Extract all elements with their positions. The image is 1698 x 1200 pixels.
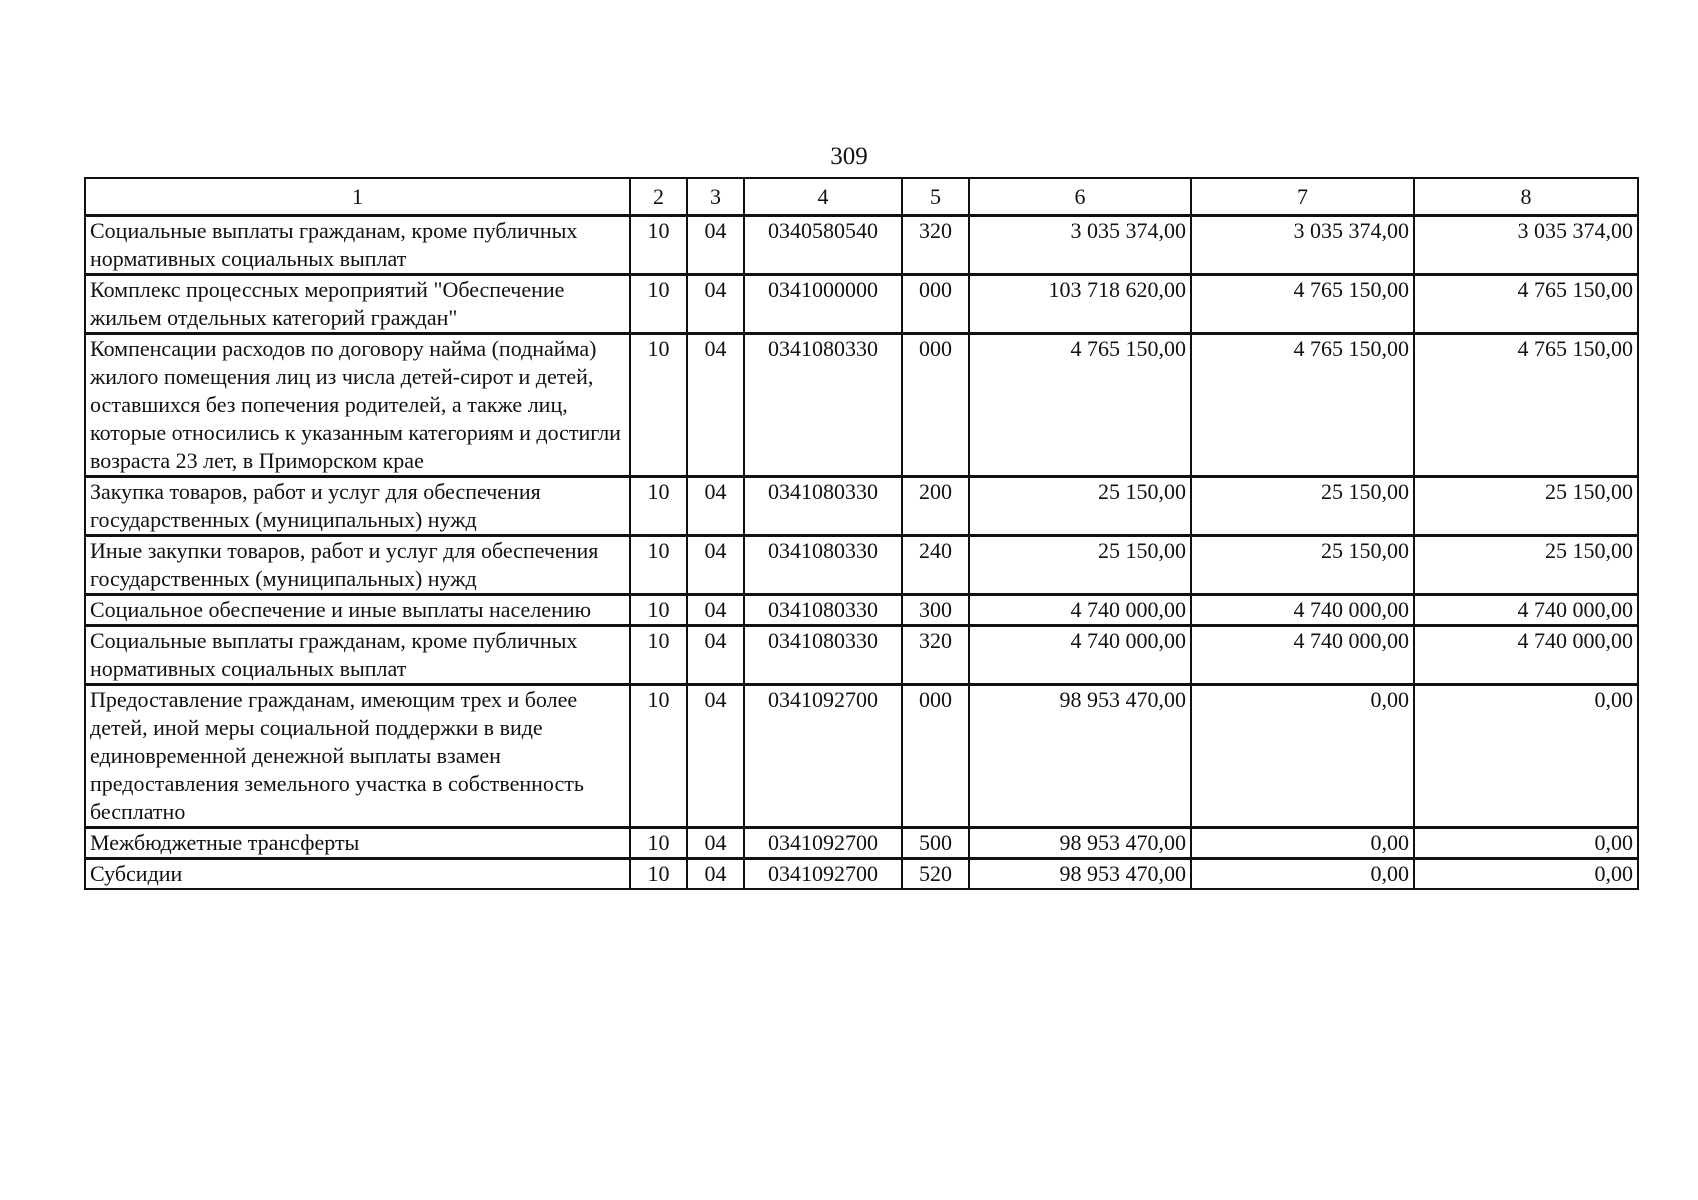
row-amount-6: 4 740 000,00 — [969, 626, 1191, 685]
row-amount-7: 0,00 — [1191, 859, 1414, 890]
row-amount-7: 4 740 000,00 — [1191, 626, 1414, 685]
row-target-code: 0341080330 — [744, 477, 902, 536]
row-amount-8: 4 740 000,00 — [1414, 626, 1638, 685]
row-amount-7: 25 150,00 — [1191, 536, 1414, 595]
row-target-code: 0341092700 — [744, 828, 902, 859]
row-section: 10 — [630, 536, 687, 595]
row-target-code: 0341092700 — [744, 685, 902, 828]
row-amount-6: 98 953 470,00 — [969, 828, 1191, 859]
row-amount-6: 103 718 620,00 — [969, 275, 1191, 334]
table-row — [85, 275, 1638, 334]
row-amount-7: 0,00 — [1191, 685, 1414, 828]
row-amount-6: 98 953 470,00 — [969, 859, 1191, 890]
row-amount-7: 3 035 374,00 — [1191, 216, 1414, 275]
header-cell: 3 — [687, 178, 744, 216]
table-row — [85, 828, 1638, 859]
row-amount-8: 3 035 374,00 — [1414, 216, 1638, 275]
table-row — [85, 477, 1638, 536]
row-amount-6: 25 150,00 — [969, 477, 1191, 536]
row-amount-6: 25 150,00 — [969, 536, 1191, 595]
row-section: 10 — [630, 859, 687, 890]
row-expense-type: 320 — [902, 216, 969, 275]
row-amount-6: 3 035 374,00 — [969, 216, 1191, 275]
row-name: Субсидии — [85, 859, 630, 890]
header-cell: 1 — [85, 178, 630, 216]
row-subsection: 04 — [687, 626, 744, 685]
row-target-code: 0341080330 — [744, 626, 902, 685]
row-amount-6: 98 953 470,00 — [969, 685, 1191, 828]
row-amount-7: 0,00 — [1191, 828, 1414, 859]
row-name: Межбюджетные трансферты — [85, 828, 630, 859]
row-amount-8: 4 765 150,00 — [1414, 275, 1638, 334]
row-subsection: 04 — [687, 685, 744, 828]
row-amount-8: 25 150,00 — [1414, 536, 1638, 595]
table-row — [85, 859, 1638, 890]
row-amount-8: 4 740 000,00 — [1414, 595, 1638, 626]
row-expense-type: 500 — [902, 828, 969, 859]
row-section: 10 — [630, 477, 687, 536]
row-expense-type: 200 — [902, 477, 969, 536]
row-target-code: 0340580540 — [744, 216, 902, 275]
header-cell: 5 — [902, 178, 969, 216]
row-section: 10 — [630, 216, 687, 275]
row-amount-7: 4 765 150,00 — [1191, 334, 1414, 477]
row-target-code: 0341080330 — [744, 595, 902, 626]
row-expense-type: 320 — [902, 626, 969, 685]
row-section: 10 — [630, 334, 687, 477]
header-row — [85, 178, 1638, 216]
table-row — [85, 595, 1638, 626]
row-expense-type: 520 — [902, 859, 969, 890]
row-section: 10 — [630, 685, 687, 828]
header-cell: 7 — [1191, 178, 1414, 216]
row-amount-8: 0,00 — [1414, 685, 1638, 828]
row-amount-7: 4 740 000,00 — [1191, 595, 1414, 626]
row-section: 10 — [630, 828, 687, 859]
row-target-code: 0341080330 — [744, 536, 902, 595]
header-cell: 6 — [969, 178, 1191, 216]
row-name: Социальные выплаты гражданам, кроме публичных нормативных социальных выплат — [85, 626, 630, 685]
row-target-code: 0341000000 — [744, 275, 902, 334]
row-section: 10 — [630, 626, 687, 685]
row-expense-type: 300 — [902, 595, 969, 626]
row-amount-8: 0,00 — [1414, 859, 1638, 890]
table-row — [85, 685, 1638, 828]
table-row — [85, 334, 1638, 477]
row-subsection: 04 — [687, 216, 744, 275]
row-subsection: 04 — [687, 536, 744, 595]
row-subsection: 04 — [687, 477, 744, 536]
row-amount-8: 4 765 150,00 — [1414, 334, 1638, 477]
table-row — [85, 536, 1638, 595]
row-name: Иные закупки товаров, работ и услуг для обеспечения государственных (муниципальных) нужд — [85, 536, 630, 595]
row-subsection: 04 — [687, 275, 744, 334]
row-target-code: 0341092700 — [744, 859, 902, 890]
row-section: 10 — [630, 275, 687, 334]
table-row — [85, 626, 1638, 685]
row-amount-6: 4 740 000,00 — [969, 595, 1191, 626]
row-subsection: 04 — [687, 334, 744, 477]
row-name: Компенсации расходов по договору найма (поднайма) жилого помещения лиц из числа детей-сирот и детей, оставшихся без попечения родителей, а также лиц, которые относились к указанным категориям и достигли возраста 23 лет, в Приморском крае — [85, 334, 630, 477]
row-subsection: 04 — [687, 828, 744, 859]
row-amount-6: 4 765 150,00 — [969, 334, 1191, 477]
row-amount-8: 25 150,00 — [1414, 477, 1638, 536]
row-amount-7: 25 150,00 — [1191, 477, 1414, 536]
page-number: 309 — [830, 143, 868, 170]
row-expense-type: 000 — [902, 334, 969, 477]
row-section: 10 — [630, 595, 687, 626]
row-amount-8: 0,00 — [1414, 828, 1638, 859]
row-amount-7: 4 765 150,00 — [1191, 275, 1414, 334]
row-name: Предоставление гражданам, имеющим трех и более детей, иной меры социальной поддержки в виде единовременной денежной выплаты взамен предоставления земельного участка в собственность бесплатно — [85, 685, 630, 828]
budget-table — [84, 177, 1639, 890]
table-row — [85, 216, 1638, 275]
row-subsection: 04 — [687, 595, 744, 626]
header-cell: 4 — [744, 178, 902, 216]
header-cell: 8 — [1414, 178, 1638, 216]
row-name: Социальные выплаты гражданам, кроме публичных нормативных социальных выплат — [85, 216, 630, 275]
row-expense-type: 000 — [902, 275, 969, 334]
row-name: Комплекс процессных мероприятий "Обеспечение жильем отдельных категорий граждан" — [85, 275, 630, 334]
row-expense-type: 000 — [902, 685, 969, 828]
header-cell: 2 — [630, 178, 687, 216]
row-subsection: 04 — [687, 859, 744, 890]
row-name: Закупка товаров, работ и услуг для обеспечения государственных (муниципальных) нужд — [85, 477, 630, 536]
row-name: Социальное обеспечение и иные выплаты населению — [85, 595, 630, 626]
row-target-code: 0341080330 — [744, 334, 902, 477]
row-expense-type: 240 — [902, 536, 969, 595]
